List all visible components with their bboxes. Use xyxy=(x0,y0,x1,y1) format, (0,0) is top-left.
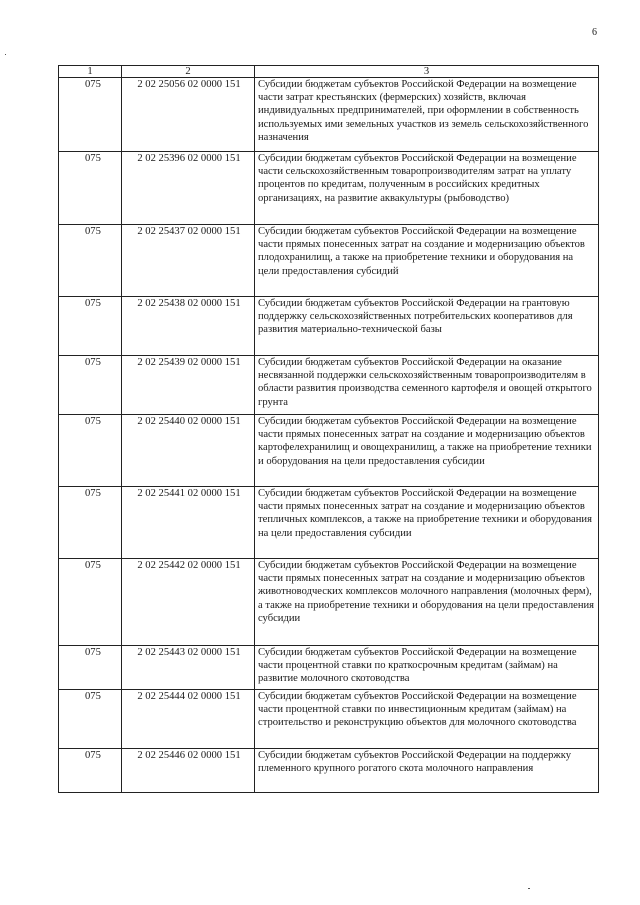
table-row xyxy=(59,356,599,415)
admin-code-cell: 075 xyxy=(59,646,122,690)
revenue-name-cell: Субсидии бюджетам субъектов Российской Федерации на возмещение части прямых понесенных затрат на создание и модернизацию объектов картофелехранилищ и овощехранилищ, а также на приобретение техники и оборудования на цели предоставления субсидии xyxy=(255,415,599,487)
revenue-name-cell: Субсидии бюджетам субъектов Российской Федерации на оказание несвязанной поддержки сельскохозяйственным товаропроизводителям в области развития производства семенного картофеля и овощей открытого грунта xyxy=(255,356,599,415)
table-header-row xyxy=(59,66,599,78)
table-row xyxy=(59,152,599,225)
table-row xyxy=(59,749,599,793)
admin-code-cell: 075 xyxy=(59,559,122,646)
table-row xyxy=(59,559,599,646)
admin-code-cell: 075 xyxy=(59,749,122,793)
revenue-code-cell: 2 02 25396 02 0000 151 xyxy=(122,152,255,225)
revenue-name-cell: Субсидии бюджетам субъектов Российской Федерации на возмещение части процентной ставки по краткосрочным кредитам (займам) на развитие молочного скотоводства xyxy=(255,646,599,690)
revenue-code-cell: 2 02 25442 02 0000 151 xyxy=(122,559,255,646)
table-row xyxy=(59,78,599,152)
admin-code-cell: 075 xyxy=(59,297,122,356)
revenue-code-cell: 2 02 25056 02 0000 151 xyxy=(122,78,255,152)
revenue-code-cell: 2 02 25443 02 0000 151 xyxy=(122,646,255,690)
page-number: 6 xyxy=(592,27,597,38)
revenue-name-cell: Субсидии бюджетам субъектов Российской Федерации на возмещение части прямых понесенных затрат на создание и модернизацию объектов животноводческих комплексов молочного направления (молочных ферм), а также на приобретение техники и оборудования на цели предоставления субсидии xyxy=(255,559,599,646)
column-header-name: 3 xyxy=(255,66,599,78)
revenue-code-cell: 2 02 25438 02 0000 151 xyxy=(122,297,255,356)
admin-code-cell: 075 xyxy=(59,225,122,297)
revenue-name-cell: Субсидии бюджетам субъектов Российской Федерации на поддержку племенного крупного рогатого скота молочного направления xyxy=(255,749,599,793)
table-row xyxy=(59,487,599,559)
revenue-name-cell: Субсидии бюджетам субъектов Российской Федерации на возмещение части процентной ставки по инвестиционным кредитам (займам) на строительство и реконструкцию объектов для молочного скотоводства xyxy=(255,690,599,749)
table-row xyxy=(59,297,599,356)
revenue-name-cell: Субсидии бюджетам субъектов Российской Федерации на возмещение части прямых понесенных затрат на создание и модернизацию объектов тепличных комплексов, а также на приобретение техники и оборудования на цели предоставления субсидии xyxy=(255,487,599,559)
revenue-name-cell: Субсидии бюджетам субъектов Российской Федерации на возмещение части прямых понесенных затрат на создание и модернизацию объектов плодохранилищ, а также на приобретение техники и оборудования на цели предоставления субсидий xyxy=(255,225,599,297)
admin-code-cell: 075 xyxy=(59,690,122,749)
column-header-admin: 1 xyxy=(59,66,122,78)
revenue-code-cell: 2 02 25437 02 0000 151 xyxy=(122,225,255,297)
revenue-name-cell: Субсидии бюджетам субъектов Российской Федерации на грантовую поддержку сельскохозяйственных потребительских кооперативов для развития материально-технической базы xyxy=(255,297,599,356)
revenue-code-cell: 2 02 25444 02 0000 151 xyxy=(122,690,255,749)
revenue-code-cell: 2 02 25439 02 0000 151 xyxy=(122,356,255,415)
admin-code-cell: 075 xyxy=(59,152,122,225)
revenue-name-cell: Субсидии бюджетам субъектов Российской Федерации на возмещение части затрат крестьянских (фермерских) хозяйств, включая индивидуальных предпринимателей, при оформлении в собственность используемых ими земельных участков из земель сельскохозяйственного назначения xyxy=(255,78,599,152)
admin-code-cell: 075 xyxy=(59,356,122,415)
admin-code-cell: 075 xyxy=(59,487,122,559)
scan-mark-bottom xyxy=(528,888,530,889)
table-row xyxy=(59,225,599,297)
scan-mark-left xyxy=(5,54,6,55)
admin-code-cell: 075 xyxy=(59,78,122,152)
table-row xyxy=(59,415,599,487)
revenue-codes-table xyxy=(58,65,599,793)
table-row xyxy=(59,646,599,690)
admin-code-cell: 075 xyxy=(59,415,122,487)
revenue-code-cell: 2 02 25446 02 0000 151 xyxy=(122,749,255,793)
revenue-name-cell: Субсидии бюджетам субъектов Российской Федерации на возмещение части сельскохозяйственным товаропроизводителям затрат на уплату процентов по кредитам, полученным в российских кредитных организациях, на развитие аквакультуры (рыбоводство) xyxy=(255,152,599,225)
revenue-code-cell: 2 02 25441 02 0000 151 xyxy=(122,487,255,559)
table-row xyxy=(59,690,599,749)
revenue-code-cell: 2 02 25440 02 0000 151 xyxy=(122,415,255,487)
column-header-code: 2 xyxy=(122,66,255,78)
